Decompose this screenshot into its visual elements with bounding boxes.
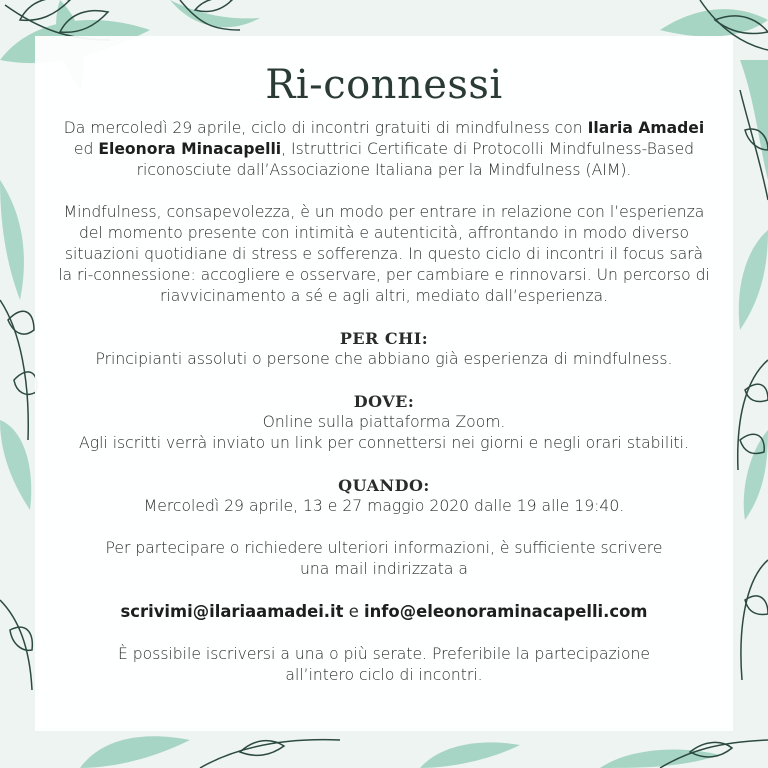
email-link-eleonora[interactable]: info@eleonoraminacapelli.com xyxy=(364,602,648,621)
intro-text: Da mercoledì 29 aprile, ciclo di incontri gratuiti di mindfulness con xyxy=(63,119,588,137)
intro-paragraph xyxy=(57,118,711,181)
description-paragraph: Mindfulness, consapevolezza, è un modo per entrare in relazione con l’esperienza del momento presente con intimità e autenticità, affrontando in modo diverso situazioni quotidiane di stress e sofferenza. In questo ciclo di incontri il focus sarà la ri-connessione: accogliere e osservare, per cambiare e rinnovarsi. Un percorso di riavvicinamento a sé e agli altri, mediato dall’esperienza. xyxy=(58,203,710,305)
intro-text: ed xyxy=(73,140,99,158)
per-chi-heading: PER CHI: xyxy=(339,329,429,348)
info-card xyxy=(35,36,733,731)
closing-line-1: È possibile iscriversi a una o più serate. Preferibile la partecipazione xyxy=(117,645,651,663)
quando-heading: QUANDO: xyxy=(338,476,430,495)
intro-text: , Istruttrici Certificate di Protocolli Mindfulness-Based riconosciute dall’Associazione Italiana per la Mindfulness (AIM). xyxy=(136,140,695,179)
instructor-name-1: Ilaria Amadei xyxy=(587,119,705,137)
email-link-ilaria[interactable]: scrivimi@ilariaamadei.it xyxy=(120,602,344,621)
instructor-name-2: Eleonora Minacapelli xyxy=(98,140,282,158)
contact-line-1: Per partecipare o richiedere ulteriori informazioni, è sufficiente scrivere xyxy=(105,539,663,557)
page-title: Ri-connessi xyxy=(265,62,503,108)
email-separator: e xyxy=(343,602,365,621)
email-line xyxy=(57,601,711,623)
closing-line-2: all’intero ciclo di incontri. xyxy=(285,666,483,684)
contact-line-2: una mail indirizzata a xyxy=(300,560,468,578)
quando-text: Mercoledì 29 aprile, 13 e 27 maggio 2020 dalle 19 alle 19:40. xyxy=(143,497,625,515)
dove-line-2: Agli iscritti verrà inviato un link per connettersi nei giorni e negli orari stabiliti. xyxy=(79,434,689,452)
per-chi-text: Principianti assoluti o persone che abbiano già esperienza di mindfulness. xyxy=(95,350,673,368)
dove-heading: DOVE: xyxy=(353,392,415,411)
dove-line-1: Online sulla piattaforma Zoom. xyxy=(262,413,506,431)
